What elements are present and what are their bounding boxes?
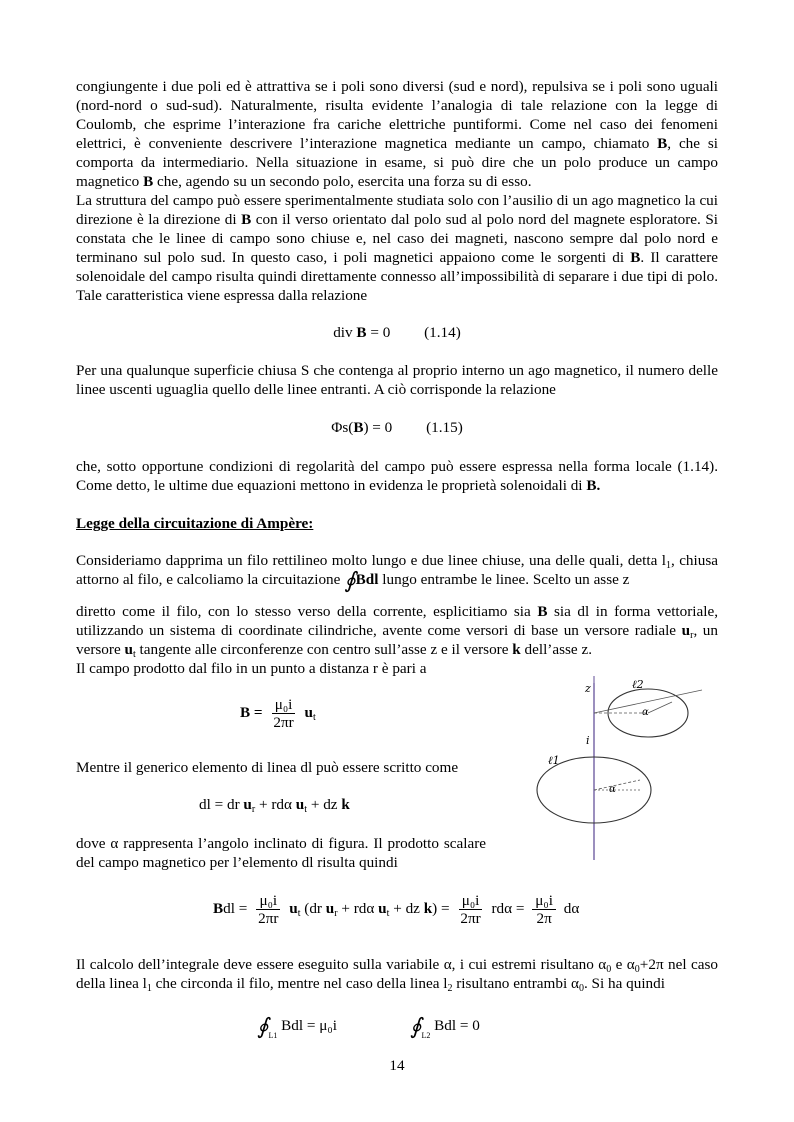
equation-lhs: B =	[240, 703, 263, 721]
paragraph-text: , un versore	[76, 622, 718, 658]
paragraph-text: Per una qualunque superficie chiusa S che contenga al proprio interno un ago magnetico, il numero delle linee uscenti uguaglia quello delle linee entranti. A ciò corrisponde la relazione	[76, 362, 718, 398]
vector-symbol: B	[353, 419, 364, 436]
contour-integral-icon: ∮	[257, 1013, 269, 1039]
subscript: 1	[665, 560, 671, 571]
paragraph-text: Mentre il generico elemento di linea dl può essere scritto come	[76, 759, 459, 776]
paragraph-10	[76, 955, 718, 993]
fraction-numerator: μ₀i	[272, 696, 296, 714]
paragraph-1	[76, 77, 718, 191]
equation-1-14	[0, 323, 794, 342]
equation-text: = 0	[370, 324, 391, 341]
paragraph-text: Il calcolo dell’integrale deve essere eseguito sulla variabile α, i cui estremi risultano α	[76, 956, 607, 973]
paragraph-text: che circonda il filo, mentre nel caso della linea l	[155, 975, 448, 992]
vector-symbol: B	[657, 135, 668, 152]
subscript: 1	[146, 983, 152, 994]
subscript: 2	[447, 983, 453, 994]
paragraph-text: La struttura del campo può essere sperimentalmente studiata solo con l’ausilio di un ago magnetico la cui direzione è la direzione di	[76, 192, 718, 228]
paragraph-5	[76, 551, 718, 593]
paragraph-text: +2π nel caso della linea l	[76, 956, 719, 992]
vector-symbol: u	[304, 703, 313, 721]
paragraph-text: risultano entrambi α	[456, 975, 579, 992]
paragraph-text: . Il carattere solenoidale del campo risulta quindi direttamente connesso all’impossibilità di separare i due tipi di polo. Tale caratteristica viene espressa dalla relazione	[76, 249, 719, 304]
label-i: i	[586, 734, 590, 747]
subscript: 0	[606, 964, 612, 975]
paragraph-text: , che si comporta da intermediario. Nella situazione in esame, si può dire che un polo produce un campo magnetico	[76, 135, 719, 190]
equation-number: (1.14)	[424, 324, 461, 341]
label-alpha-bottom: α	[609, 784, 616, 795]
equation-text: ) = 0	[363, 419, 393, 436]
paragraph-text: che, agendo su un secondo polo, esercita una forza su di esso.	[157, 173, 532, 190]
paragraph-text: Consideriamo dapprima un filo rettilineo molto lungo e due linee chiuse, una delle quali, detta l	[76, 552, 666, 569]
equation-text: Φs(	[331, 419, 354, 436]
paragraph-text: tangente alle circonferenze con centro sull’asse z e il versore	[139, 641, 509, 658]
vector-symbol: B	[630, 249, 641, 266]
subscript: t	[312, 711, 316, 723]
equation-text: div	[333, 324, 353, 341]
paragraph-text: dell’asse z.	[524, 641, 592, 658]
subscript: 0	[634, 964, 640, 975]
paragraph-text: sia dl in forma vettoriale, utilizzando un sistema di coordinate cilindriche, avente come versori di base un versore radiale	[76, 603, 719, 639]
vector-symbol: B	[241, 211, 252, 228]
fraction-denominator: 2πr	[273, 714, 294, 731]
paragraph-text: diretto come il filo, con lo stesso verso della corrente, esplicitiamo sia	[76, 603, 531, 620]
heading-text: Legge della circuitazione di Ampère:	[76, 515, 314, 532]
paragraph-9	[76, 834, 486, 872]
equation-number: (1.15)	[426, 419, 463, 436]
paragraph-8	[76, 758, 496, 777]
vector-symbol: B	[356, 324, 367, 341]
integral-subscript: L2	[421, 1031, 431, 1040]
label-alpha-top: α	[642, 707, 649, 718]
paragraph-text: che, sotto opportune condizioni di regolarità del campo può essere espressa nella forma locale (1.14). Come detto, le ultime due equazioni mettono in evidenza le proprietà solenoidali di	[76, 458, 718, 494]
paragraph-text: e α	[615, 956, 635, 973]
label-l2: ℓ2	[632, 678, 644, 691]
page-number-text: 14	[389, 1057, 405, 1074]
integral-l2	[410, 1013, 480, 1040]
vector-symbol: B.	[586, 477, 601, 494]
subscript: r	[690, 630, 694, 641]
subscript: t	[132, 649, 136, 660]
paragraph-text: Il campo prodotto dal filo in un punto a distanza r è pari a	[76, 660, 427, 677]
page-number	[0, 1056, 794, 1075]
l2-tangent	[648, 702, 672, 713]
paragraph-text: lungo entrambe le linee. Scelto un asse z	[382, 571, 630, 588]
paragraph-text: . Si ha quindi	[583, 975, 665, 992]
vector-symbol: u	[124, 641, 133, 658]
subscript: 0	[578, 983, 584, 994]
paragraph-2	[76, 191, 718, 305]
paragraph-text: congiungente i due poli ed è attrattiva se i poli sono diversi (sud e nord), repulsiva se i poli sono uguali (nord-nord o sud-sud). Naturalmente, risulta evidente l’analogia di tale relazione con la legge di Coulomb, che esprime l’interazione fra cariche elettriche puntiformi. Come nel caso dei fenomeni elettrici, è conveniente descrivere l’interazione magnetica mediante un campo, chiamato	[76, 78, 718, 152]
paragraph-text: dove α rappresenta l’angolo inclinato di figura. Il prodotto scalare del campo magnetico per l’elemento dl risulta quindi	[76, 835, 486, 871]
contour-integral-icon: ∮	[344, 567, 356, 593]
vector-symbol: B	[143, 173, 154, 190]
section-heading	[76, 514, 718, 533]
integral-l1	[257, 1013, 337, 1040]
contour-integral-icon: ∮	[410, 1013, 422, 1039]
paragraph-6	[76, 602, 718, 678]
equation-dl: dl = dr $u_r + rd\alpha$ $u_t$ + dz k	[199, 796, 350, 815]
equation-text: Bdl = μ₀i	[281, 1017, 337, 1034]
l1-radius	[594, 780, 640, 790]
vector-symbol: B	[537, 603, 548, 620]
vector-symbol: k	[512, 641, 521, 658]
ampere-loops-figure	[512, 668, 724, 868]
equation-field-B	[240, 696, 316, 731]
paragraph-text: , chiusa attorno al filo, e calcoliamo la circuitazione	[76, 552, 718, 588]
integrand: Bdl	[355, 571, 379, 588]
equation-Bdl: Bdl = $\frac{\text{μ₀i}}{2\pi r}$ $u_t$ (dr $u_r + rd\alpha$ $u_t$ + dz k) = $\frac{\text{μ₀i}}{2\pi r}$ rdα = $\frac{\text{μ₀i}}{2\pi}$ dα	[213, 892, 580, 927]
integral-subscript: L1	[268, 1031, 278, 1040]
paragraph-text: con il verso orientato dal polo sud al polo nord del magnete esploratore. Si constata che le linee di campo sono chiuse e, nel caso dei magneti, nascono sempre dal polo nord e terminano sul polo sud. In questo caso, i poli magnetici appaiono come le sorgenti di	[76, 211, 718, 266]
vector-symbol: u	[681, 622, 691, 639]
paragraph-3	[76, 361, 718, 399]
fraction	[270, 696, 296, 731]
equation-text: Bdl = 0	[434, 1017, 480, 1034]
label-z: z	[585, 682, 591, 695]
paragraph-4	[76, 457, 718, 495]
label-l1: ℓ1	[548, 754, 560, 767]
equation-1-15	[0, 418, 794, 437]
